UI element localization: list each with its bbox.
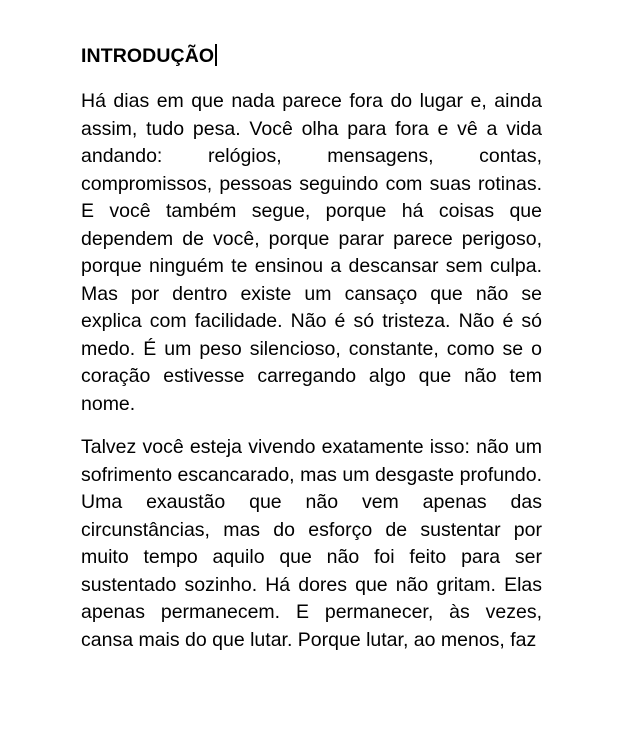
heading-text: INTRODUÇÃO	[81, 45, 215, 67]
paragraph-1[interactable]: Há dias em que nada parece fora do lugar e, ainda assim, tudo pesa. Você olha para fora e vê a vida andando: relógios, mensagens, contas, compromissos, pessoas seguindo com suas rotinas. E você também segue, porque há coisas que dependem de você, porque parar parece perigoso, porque ninguém te ensinou a descansar sem culpa. Mas por dentro existe um cansaço que não se explica com facilidade. Não é só tristeza. Não é só medo. É um peso silencioso, constante, como se o coração estivesse carregando algo que não tem nome.	[81, 90, 542, 415]
document-page[interactable]	[81, 42, 542, 670]
text-cursor	[215, 44, 217, 66]
paragraph-2[interactable]: Talvez você esteja vivendo exatamente isso: não um sofrimento escancarado, mas um desgaste profundo. Uma exaustão que não vem apenas das circunstâncias, mas do esforço de sustentar por muito tempo aquilo que não foi feito para ser sustentado sozinho. Há dores que não gritam. Elas apenas permanecem. E permanecer, às vezes, cansa mais do que lutar. Porque lutar, ao menos, faz	[81, 436, 542, 651]
document-heading[interactable]	[81, 42, 542, 70]
